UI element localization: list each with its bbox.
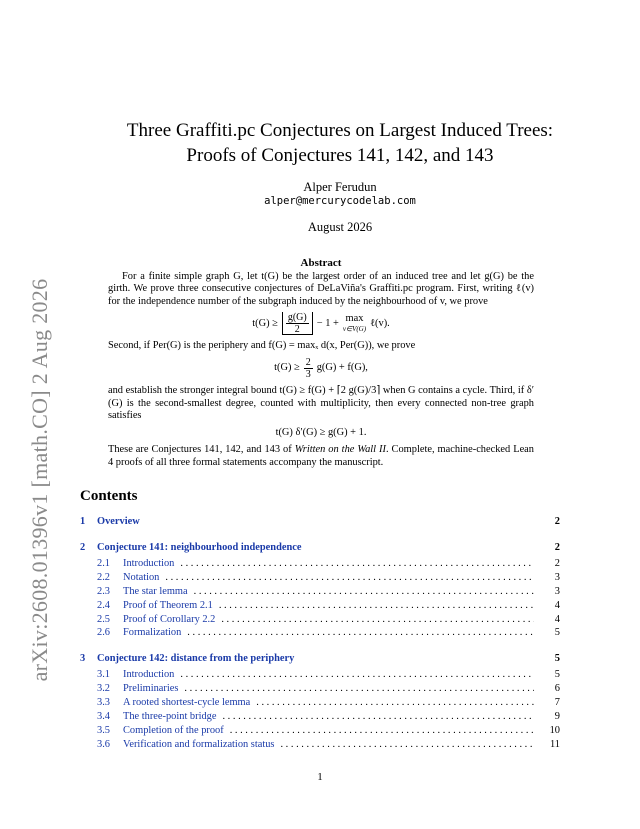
eq1-middle: − 1 + (316, 317, 339, 329)
eq1-rhs: ℓ(v). (370, 317, 390, 329)
toc-subsection-page: 7 (554, 697, 560, 709)
toc-leader-dots (222, 711, 534, 722)
toc-leader-dots (194, 586, 534, 597)
toc-subsection-number: 2.4 (97, 599, 110, 611)
toc-section-link[interactable]: Overview (97, 516, 140, 527)
page-number: 1 (317, 771, 323, 783)
eq1-denominator: 2 (294, 324, 300, 336)
equation-2 (108, 357, 534, 380)
paper-date: August 2026 (307, 220, 373, 234)
toc-subsection-number: 2.2 (97, 571, 110, 583)
toc-section-2[interactable] (80, 542, 560, 556)
equation-3: t(G) δ′(G) ≥ g(G) + 1. (275, 426, 367, 438)
toc-subsection-number: 3.5 (97, 724, 110, 736)
toc-subsection-number: 2.5 (97, 613, 110, 625)
toc-subsection-page: 5 (554, 669, 560, 681)
toc-subsection-link[interactable]: Notation (123, 571, 160, 583)
toc-leader-dots (221, 614, 534, 625)
toc-subsection-page: 3 (554, 585, 560, 597)
toc-section-page: 5 (554, 653, 560, 665)
toc-subsection-link[interactable]: Preliminaries (123, 683, 179, 695)
toc-subsection-link[interactable]: The star lemma (123, 585, 188, 597)
paper-title (80, 118, 600, 168)
abstract-paragraph-1: For a finite simple graph G, let t(G) be the largest order of an induced tree and let g(G) be the girth. We prove three consecutive conjectures of DeLaViña's Graffiti.pc program. First, writing ℓ(v) for the independence number of the subgraph induced by the neighbourhood of v, we prove (108, 270, 534, 307)
toc-subsection-page: 4 (554, 599, 560, 611)
toc-subsection-2-6[interactable] (80, 627, 560, 641)
toc-section-number: 2 (80, 542, 86, 553)
toc-subsection-link[interactable]: Introduction (123, 558, 175, 569)
toc-subsection-link[interactable]: Introduction (123, 669, 175, 681)
toc-subsection-number: 2.6 (97, 627, 110, 639)
abstract-heading: Abstract (300, 257, 342, 269)
arxiv-sidebar-stamp (20, 270, 60, 690)
toc-subsection-link[interactable]: Formalization (123, 627, 182, 639)
eq1-max-subscript: v∈V(G) (342, 324, 367, 333)
toc-subsection-2-2[interactable] (80, 572, 560, 586)
toc-subsection-page: 5 (554, 627, 560, 639)
toc-section-3[interactable] (80, 653, 560, 667)
abstract-p4-start: These are Conjectures 141, 142, and 143 of (108, 444, 295, 456)
abstract-paragraph-4 (108, 444, 534, 469)
author-email: alper@mercurycodelab.com (264, 195, 416, 207)
toc-leader-dots (256, 697, 534, 708)
toc-subsection-page: 9 (554, 711, 560, 723)
eq2-numerator: 2 (305, 356, 311, 368)
table-of-contents (80, 516, 560, 753)
toc-subsection-3-6[interactable] (80, 739, 560, 753)
toc-section-number: 3 (80, 653, 86, 665)
toc-section-link[interactable]: Conjecture 142: distance from the periphery (97, 653, 295, 665)
toc-subsection-page: 2 (554, 558, 560, 569)
toc-subsection-2-5[interactable] (80, 614, 560, 628)
toc-subsection-2-3[interactable] (80, 586, 560, 600)
toc-subsection-link[interactable]: The three-point bridge (123, 711, 217, 723)
toc-subsection-number: 3.1 (97, 669, 110, 681)
abstract-p4-end: . Complete, machine-checked Lean 4 proofs of all three formal statements accompany the manuscript. (108, 444, 534, 468)
toc-leader-dots (280, 739, 534, 750)
title-line-1: Three Graffiti.pc Conjectures on Largest Induced Trees: (126, 120, 554, 141)
toc-subsection-number: 2.1 (97, 558, 110, 569)
toc-subsection-3-5[interactable] (80, 725, 560, 739)
toc-leader-dots (180, 558, 534, 569)
toc-subsection-link[interactable]: Completion of the proof (123, 724, 224, 736)
toc-subsection-page: 10 (549, 724, 560, 736)
toc-leader-dots (180, 669, 534, 680)
toc-section-number: 1 (80, 516, 86, 527)
toc-subsection-3-4[interactable] (80, 711, 560, 725)
toc-leader-dots (230, 725, 534, 736)
toc-subsection-number: 3.3 (97, 697, 110, 709)
abstract (108, 257, 534, 470)
book-title: Written on the Wall II (294, 444, 386, 456)
toc-subsection-page: 4 (554, 613, 560, 625)
toc-subsection-page: 11 (549, 738, 560, 750)
toc-subsection-2-1[interactable] (80, 558, 560, 572)
toc-section-1[interactable] (80, 516, 560, 530)
eq2-denominator: 3 (305, 368, 311, 380)
toc-subsection-3-2[interactable] (80, 683, 560, 697)
author-name: Alper Ferudun (303, 180, 377, 194)
toc-leader-dots (219, 600, 534, 611)
eq1-numerator: g(G) (287, 312, 307, 324)
equation-1 (108, 312, 534, 335)
toc-subsection-number: 3.6 (97, 738, 110, 750)
toc-subsection-number: 3.2 (97, 683, 110, 695)
title-line-2: Proofs of Conjectures 141, 142, and 143 (186, 145, 494, 166)
toc-subsection-number: 3.4 (97, 711, 110, 723)
toc-subsection-link[interactable]: Proof of Corollary 2.2 (123, 613, 216, 625)
toc-subsection-3-1[interactable] (80, 669, 560, 683)
eq2-lhs: t(G) ≥ (274, 362, 300, 374)
eq1-floor (282, 312, 313, 335)
abstract-paragraph-2: Second, if Per(G) is the periphery and f(G) = maxₓ d(x, Per(G)), we prove (108, 340, 416, 352)
eq2-rhs: g(G) + f(G), (316, 362, 368, 374)
toc-leader-dots (165, 572, 534, 583)
toc-leader-dots (187, 627, 534, 638)
toc-subsection-link[interactable]: A rooted shortest-cycle lemma (123, 697, 251, 709)
toc-subsection-page: 3 (554, 571, 560, 583)
toc-subsection-link[interactable]: Verification and formalization status (123, 738, 275, 750)
toc-section-link[interactable]: Conjecture 141: neighbourhood independence (97, 542, 302, 553)
toc-subsection-2-4[interactable] (80, 600, 560, 614)
toc-section-page: 2 (554, 542, 560, 553)
abstract-paragraph-3: and establish the stronger integral bound t(G) ≥ f(G) + ⌈2 g(G)/3⌉ when G contains a cycle. Third, if δ′(G) is the second-smallest degree, counted with multiplicity, then every connected non-tree graph satisfies (108, 384, 534, 422)
toc-subsection-link[interactable]: Proof of Theorem 2.1 (123, 599, 213, 611)
toc-leader-dots (184, 683, 534, 694)
toc-subsection-number: 2.3 (97, 585, 110, 597)
eq1-lhs: t(G) ≥ (252, 317, 278, 329)
toc-subsection-3-3[interactable] (80, 697, 560, 711)
contents-heading: Contents (80, 488, 138, 504)
arxiv-identifier: arXiv:2608.01396v1 [math.CO] 2 Aug 2026 (27, 278, 52, 682)
eq1-max: max (345, 312, 364, 324)
toc-subsection-page: 6 (554, 683, 560, 695)
toc-section-page: 2 (554, 516, 560, 527)
